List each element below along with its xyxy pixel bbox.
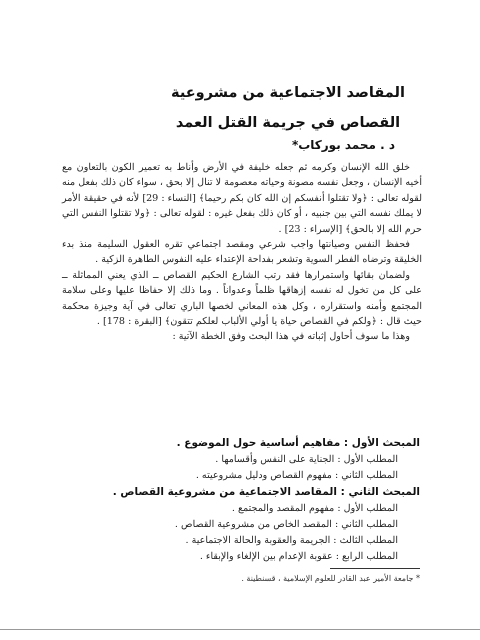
outline-item: المطلب الثاني : المقصد الخاص من مشروعية القصاص . <box>174 519 398 530</box>
section-heading: المبحث الأول : مفاهيم أساسية حول الموضوع . <box>176 437 420 449</box>
author-name: د . محمد بوركاب* <box>291 138 395 152</box>
paragraph: ولضمان بقائها واستمرارها فقد رتب الشارع الحكيم القصاص ــ الذي يعني المماثلة ــ على كل من تخول له نفسه إزهاقها ظلماً وعدواناً . وما ذلك إلا حفاظا عليها وعلى سلامة المجتمع وأمنه واستقراره ، وكل هذه المعاني لخصها الباري تعالى في آية وجيزة محكمة حيث قال : ﴿ولكم في القصاص حياة يا أولي الألباب لعلكم تتقون﴾ [البقرة : 178] . <box>62 269 422 328</box>
paragraph: وهذا ما سوف أحاول إثباته في هذا البحث وفق الخطة الآتية : <box>172 331 410 343</box>
footnote-divider <box>330 568 420 569</box>
footnote: * جامعة الأمير عبد القادر للعلوم الإسلامية ، قسنطينة . <box>241 574 420 583</box>
research-outline <box>60 435 420 565</box>
paragraph: خلق الله الإنسان وكرمه ثم جعله خليفة في الأرض وأناط به تعمير الكون بالتعاون مع أخيه الإنسان ، وجعل نفسه مصونة وحياته معصومة لا تنال إلا بحق ، سواء كان ذلك بفعل منه لقوله تعالى : ﴿ولا تقتلوا أنفسكم إن الله كان بكم رحيما﴾ [النساء : 29] لأنه في حقيقة الأمر لا يملك نفسه التي بين جنبيه ، أو كان ذلك بفعل غيره : لقوله تعالى : ﴿ولا تقتلوا النفس التي حرم الله إلا بالحق﴾ [الإسراء : 23] . <box>62 162 422 235</box>
article-body <box>62 160 422 345</box>
title-line-2: القصاص في جريمة القتل العمد <box>175 115 401 131</box>
outline-item: المطلب الرابع : عقوبة الإعدام بين الإلغاء والإبقاء . <box>199 551 398 562</box>
outline-item: المطلب الثالث : الجريمة والعقوبة والحالة الاجتماعية . <box>185 535 398 546</box>
paragraph: فحفظ النفس وصيانتها واجب شرعي ومقصد اجتماعي تقره العقول السليمة منذ بدء الخليقة وترضاه الفطر السوية وتشعر بفداحة الإعتداء عليه النفوس الطاهرة الزكية . <box>62 239 422 266</box>
article-title <box>158 78 418 138</box>
outline-item: المطلب الأول : مفهوم المقصد والمجتمع . <box>231 503 398 514</box>
title-line-1: المقاصد الاجتماعية من مشروعية <box>171 85 405 101</box>
page-bottom-rule <box>0 629 480 640</box>
outline-item: المطلب الأول : الجناية على النفس وأقسامها . <box>215 454 398 465</box>
section-heading: المبحث الثاني : المقاصد الاجتماعية من مشروعية القصاص . <box>112 486 420 498</box>
outline-item: المطلب الثاني : مفهوم القصاص ودليل مشروعيته . <box>195 470 398 481</box>
